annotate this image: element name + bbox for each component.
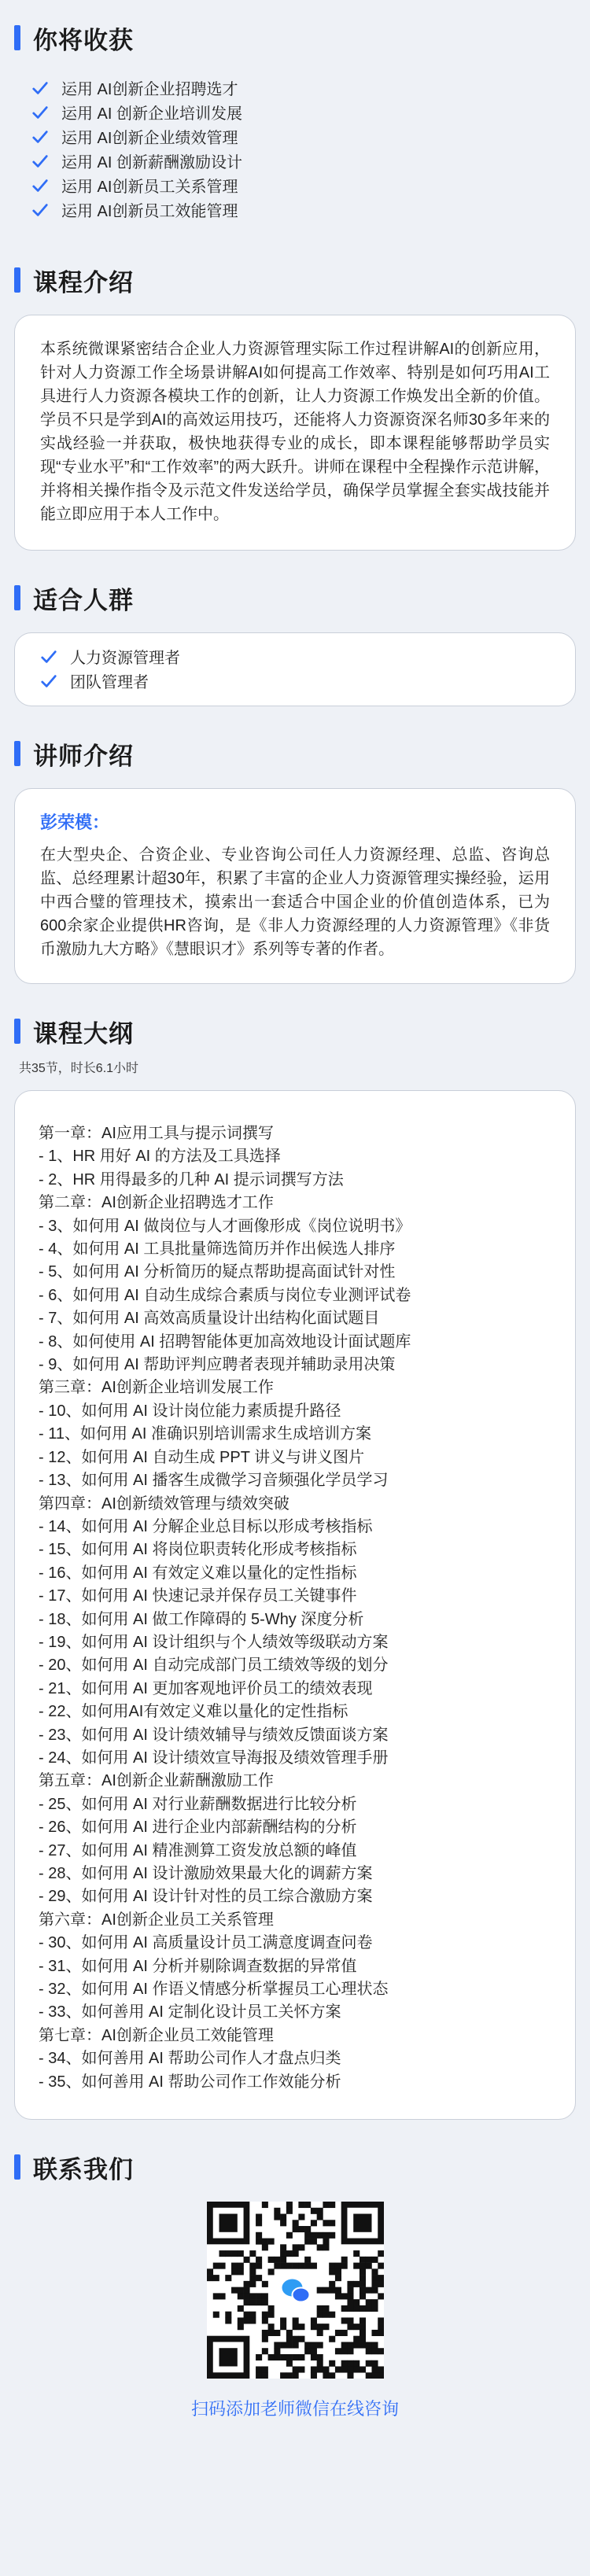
gain-item	[31, 100, 559, 124]
section-accent-bar	[14, 585, 20, 610]
gain-item	[31, 149, 559, 173]
section-accent-bar	[14, 267, 20, 293]
outline-lesson: - 18、如何用 AI 做工作障碍的 5-Why 深度分析	[39, 1610, 364, 1628]
outline-lesson: - 14、如何用 AI 分解企业总目标以形成考核指标	[39, 1517, 373, 1535]
outline-lesson: - 35、如何善用 AI 帮助公司作工作效能分析	[39, 2073, 341, 2091]
outline-lesson: - 25、如何用 AI 对行业薪酬数据进行比较分析	[39, 1795, 357, 1813]
outline-lesson: - 5、如何用 AI 分析简历的疑点帮助提高面试针对性	[39, 1263, 396, 1281]
outline-chapter: 第七章：AI创新企业员工效能管理	[39, 2026, 274, 2044]
check-icon	[31, 128, 49, 146]
outline-lesson: - 31、如何用 AI 分析并剔除调查数据的异常值	[39, 1957, 357, 1975]
contact-header	[14, 2148, 576, 2186]
outline-subtitle: 共35节，时长6.1小时	[19, 1062, 139, 1075]
audience-item	[40, 644, 550, 669]
outline-lesson: - 33、如何善用 AI 定制化设计员工关怀方案	[39, 2003, 341, 2021]
section-accent-bar	[14, 25, 20, 50]
check-icon	[31, 201, 49, 219]
wechat-qr-code-icon[interactable]	[207, 2202, 384, 2379]
qr-caption: 扫码添加老师微信在线咨询	[190, 2399, 399, 2419]
audience-item-label: 人力资源管理者	[70, 650, 180, 667]
outline-lesson: - 13、如何用 AI 播客生成微学习音频强化学员学习	[39, 1472, 389, 1490]
outline-header	[14, 1012, 576, 1050]
outline-lesson: - 22、如何用AI有效定义难以量化的定性指标	[39, 1703, 348, 1721]
outline-lesson: - 20、如何用 AI 自动完成部门员工绩效等级的划分	[39, 1657, 389, 1675]
outline-chapter: 第四章：AI创新绩效管理与绩效突破	[39, 1494, 289, 1513]
audience-item	[40, 669, 550, 693]
check-icon	[31, 177, 49, 194]
outline-chapter: 第一章：AI应用工具与提示词撰写	[39, 1125, 274, 1142]
outline-lesson: - 24、如何用 AI 设计绩效宣导海报及绩效管理手册	[39, 1749, 389, 1767]
outline-lesson: - 2、HR 用得最多的几种 AI 提示词撰写方法	[39, 1170, 344, 1188]
intro-section	[14, 261, 576, 551]
outline-chapter: 第六章：AI创新企业员工关系管理	[39, 1911, 274, 1929]
outline-lesson: - 3、如何用 AI 做岗位与人才画像形成《岗位说明书》	[39, 1217, 411, 1235]
contact-title: 联系我们	[33, 2155, 134, 2184]
audience-section	[14, 579, 576, 706]
outline-lesson: - 27、如何用 AI 精准测算工资发放总额的峰值	[39, 1841, 357, 1859]
intro-title: 课程介绍	[33, 268, 134, 297]
outline-lesson: - 26、如何用 AI 进行企业内部薪酬结构的分析	[39, 1819, 357, 1837]
outline-lesson: - 23、如何用 AI 设计绩效辅导与绩效反馈面谈方案	[39, 1726, 389, 1744]
audience-title: 适合人群	[33, 586, 134, 614]
outline-lesson: - 8、如何使用 AI 招聘智能体更加高效地设计面试题库	[39, 1332, 411, 1351]
outline-lesson: - 16、如何用 AI 有效定义难以量化的定性指标	[39, 1564, 357, 1582]
outline-section	[14, 1012, 576, 2120]
audience-item-label: 团队管理者	[70, 674, 149, 691]
teacher-name: 彭荣模：	[40, 813, 110, 832]
gain-item-label: 运用 AI 创新企业培训发展	[61, 105, 243, 123]
contact-section	[14, 2148, 576, 2420]
section-accent-bar	[14, 741, 20, 766]
intro-header	[14, 261, 576, 299]
teacher-section	[14, 735, 576, 984]
gains-title: 你将收获	[33, 26, 134, 54]
check-icon	[40, 673, 57, 690]
audience-header	[14, 579, 576, 617]
outline-lesson: - 17、如何用 AI 快速记录并保存员工关键事件	[39, 1587, 357, 1605]
outline-chapter: 第二章：AI创新企业招聘选才工作	[39, 1194, 274, 1212]
outline-chapter: 第三章：AI创新企业培训发展工作	[39, 1379, 274, 1397]
teacher-title: 讲师介绍	[33, 742, 134, 770]
teacher-bio: 在大型央企、合资企业、专业咨询公司任人力资源经理、总监、咨询总监、总经理累计超30年，积累了丰富的企业人力资源管理实操经验，运用中西合璧的管理技术，摸索出一套适合中国企业的价值创造体系，已为600余家企业提供HR咨询，是《非人力资源经理的人力资源管理》《非货币激励九大方略》《慧眼识才》系列等专著的作者。	[40, 846, 550, 958]
gains-list	[14, 72, 576, 233]
contact-body	[14, 2202, 576, 2420]
section-accent-bar	[14, 2154, 20, 2180]
outline-lesson: - 9、如何用 AI 帮助评判应聘者表现并辅助录用决策	[39, 1356, 396, 1374]
outline-lesson: - 29、如何用 AI 设计针对性的员工综合激励方案	[39, 1888, 373, 1906]
outline-lesson: - 19、如何用 AI 设计组织与个人绩效等级联动方案	[39, 1633, 389, 1651]
outline-lesson: - 7、如何用 AI 高效高质量设计出结构化面试题目	[39, 1310, 380, 1328]
outline-lesson: - 11、如何用 AI 准确识别培训需求生成培训方案	[39, 1425, 371, 1443]
gain-item-label: 运用 AI创新企业绩效管理	[61, 130, 238, 147]
check-icon	[40, 648, 57, 665]
outline-lesson: - 21、如何用 AI 更加客观地评价员工的绩效表现	[39, 1679, 373, 1697]
gain-item	[31, 76, 559, 100]
outline-lesson: - 6、如何用 AI 自动生成综合素质与岗位专业测评试卷	[39, 1286, 411, 1304]
outline-lesson: - 12、如何用 AI 自动生成 PPT 讲义与讲义图片	[39, 1448, 365, 1466]
gain-item-label: 运用 AI 创新薪酬激励设计	[61, 154, 243, 171]
outline-lesson: - 1、HR 用好 AI 的方法及工具选择	[39, 1148, 281, 1166]
section-accent-bar	[14, 1019, 20, 1044]
check-icon	[31, 153, 49, 170]
outline-card	[14, 1090, 576, 2120]
check-icon	[31, 79, 49, 97]
outline-lesson: - 28、如何用 AI 设计激励效果最大化的调薪方案	[39, 1865, 373, 1882]
gains-section	[14, 19, 576, 233]
audience-list	[14, 632, 576, 706]
gain-item	[31, 197, 559, 222]
teacher-header	[14, 735, 576, 772]
outline-title: 课程大纲	[33, 1019, 134, 1048]
outline-lesson: - 4、如何用 AI 工具批量筛选简历并作出候选人排序	[39, 1240, 396, 1259]
gain-item	[31, 173, 559, 197]
outline-lesson: - 32、如何用 AI 作语义情感分析掌握员工心理状态	[39, 1981, 389, 1999]
gains-header	[14, 19, 576, 57]
teacher-card	[14, 788, 576, 984]
outline-lesson: - 15、如何用 AI 将岗位职责转化形成考核指标	[39, 1541, 357, 1559]
outline-lesson: - 34、如何善用 AI 帮助公司作人才盘点归类	[39, 2050, 341, 2068]
intro-card	[14, 315, 576, 551]
intro-text: 本系统微课紧密结合企业人力资源管理实际工作过程讲解AI的创新应用，针对人力资源工作全场景讲解AI如何提高工作效率、特别是如何巧用AI工具进行人力资源各模块工作的创新，让人力资源工作焕发出全新的价值。学员不只是学到AI的高效运用技巧，还能将人力资源资深名师30多年来的实战经验一并获取，极快地获得专业的成长，即本课程能够帮助学员实现“专业水平”和“工作效率”的两大跃升。讲师在课程中全程操作示范讲解，并将相关操作指令及示范文件发送给学员，确保学员掌握全套实战技能并能立即应用于本人工作中。	[40, 341, 550, 523]
outline-lesson: - 30、如何用 AI 高质量设计员工满意度调查问卷	[39, 1934, 373, 1952]
gain-item-label: 运用 AI创新员工关系管理	[61, 179, 238, 196]
gain-item-label: 运用 AI创新企业招聘选才	[61, 81, 238, 98]
gain-item	[31, 124, 559, 149]
check-icon	[31, 104, 49, 121]
gain-item-label: 运用 AI创新员工效能管理	[61, 203, 238, 220]
outline-lesson: - 10、如何用 AI 设计岗位能力素质提升路径	[39, 1402, 341, 1420]
outline-chapter: 第五章：AI创新企业薪酬激励工作	[39, 1772, 274, 1790]
